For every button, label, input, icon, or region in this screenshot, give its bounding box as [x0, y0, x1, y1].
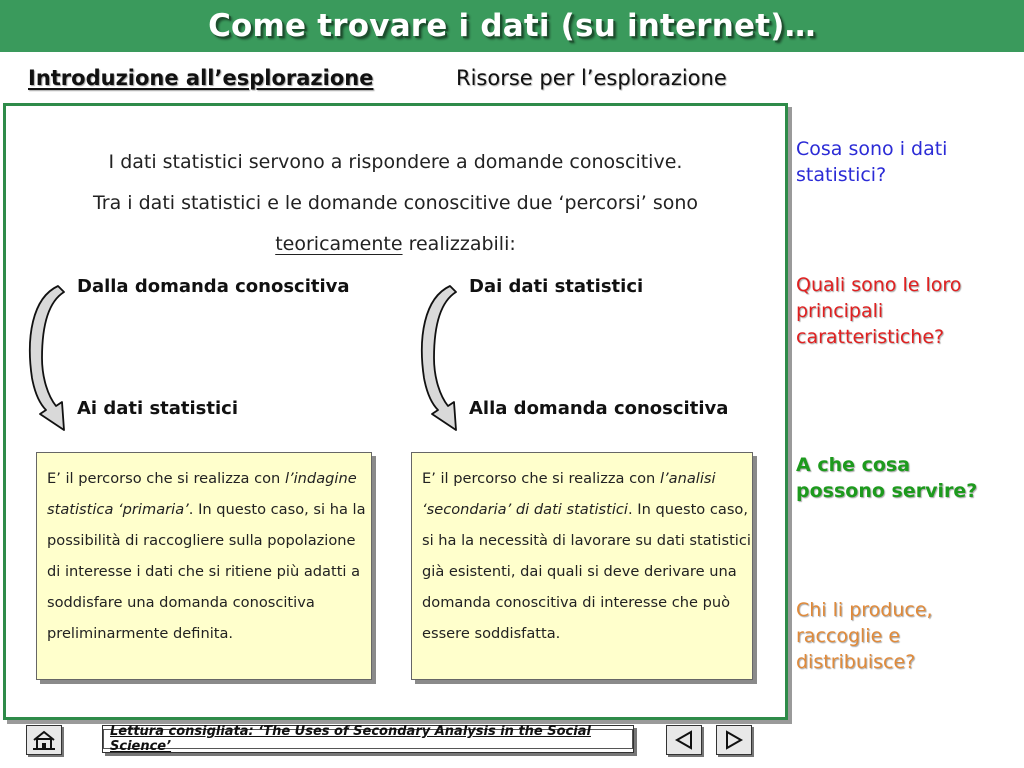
note-right-pre: E’ il percorso che si realizza con [422, 470, 660, 487]
right-path-to: Alla domanda conoscitiva [469, 398, 729, 419]
intro-text [6, 142, 785, 265]
left-path-from: Dalla domanda conoscitiva [77, 276, 350, 297]
note-left-italic: l’indagine statistica ‘primaria’ [47, 470, 357, 518]
intro-line-3-rest: realizzabili: [402, 233, 516, 255]
intro-line-3 [6, 224, 785, 265]
home-icon [31, 729, 57, 751]
intro-line-1: I dati statistici servono a rispondere a domande conoscitive. [108, 151, 683, 173]
curved-arrow-left-icon [24, 278, 74, 438]
note-right-post: . In questo caso, si ha la necessità di lavorare su dati statistici già esistenti, dai quali si deve derivare una domanda conoscitiva di interesse che può essere soddisfatta. [422, 501, 751, 642]
tab-risorse[interactable]: Risorse per l’esplorazione [456, 66, 727, 90]
page-title: Come trovare i dati (su internet)… [208, 8, 816, 44]
recommended-reading-link[interactable] [102, 725, 634, 753]
intro-underlined-word: teoricamente [275, 233, 403, 255]
side-link-cosa-sono[interactable]: Cosa sono i dati statistici? [796, 138, 948, 186]
title-bar [0, 0, 1024, 52]
recommended-reading-label: Lettura consigliata: ‘The Uses of Secondary Analysis in the Social Science’ [103, 729, 633, 749]
home-button[interactable] [26, 725, 62, 755]
prev-button[interactable] [666, 725, 702, 755]
right-path-from: Dai dati statistici [469, 276, 644, 297]
side-link-caratteristiche[interactable]: Quali sono le loro principali caratteristiche? [796, 274, 962, 348]
note-primary-survey [36, 452, 372, 680]
tab-introduzione[interactable]: Introduzione all’esplorazione [28, 66, 374, 90]
note-right-italic: l’analisi ‘secondaria’ di dati statistici [422, 470, 716, 518]
triangle-right-icon [721, 729, 747, 751]
triangle-left-icon [671, 729, 697, 751]
side-link-a-che-servono[interactable]: A che cosa possono servire? [796, 454, 978, 502]
note-left-post: . In questo caso, si ha la possibilità di raccogliere sulla popolazione di interesse i dati che si ritiene più adatti a soddisfare una domanda conoscitiva preliminarmente definita. [47, 501, 366, 642]
intro-line-2: Tra i dati statistici e le domande conoscitive due ‘percorsi’ sono [92, 192, 699, 214]
left-path-to: Ai dati statistici [77, 398, 239, 419]
note-secondary-analysis [411, 452, 753, 680]
next-button[interactable] [716, 725, 752, 755]
content-panel [3, 103, 788, 720]
note-left-pre: E’ il percorso che si realizza con [47, 470, 285, 487]
side-link-chi-produce[interactable]: Chi li produce, raccoglie e distribuisce? [796, 599, 933, 673]
curved-arrow-right-icon [416, 278, 466, 438]
